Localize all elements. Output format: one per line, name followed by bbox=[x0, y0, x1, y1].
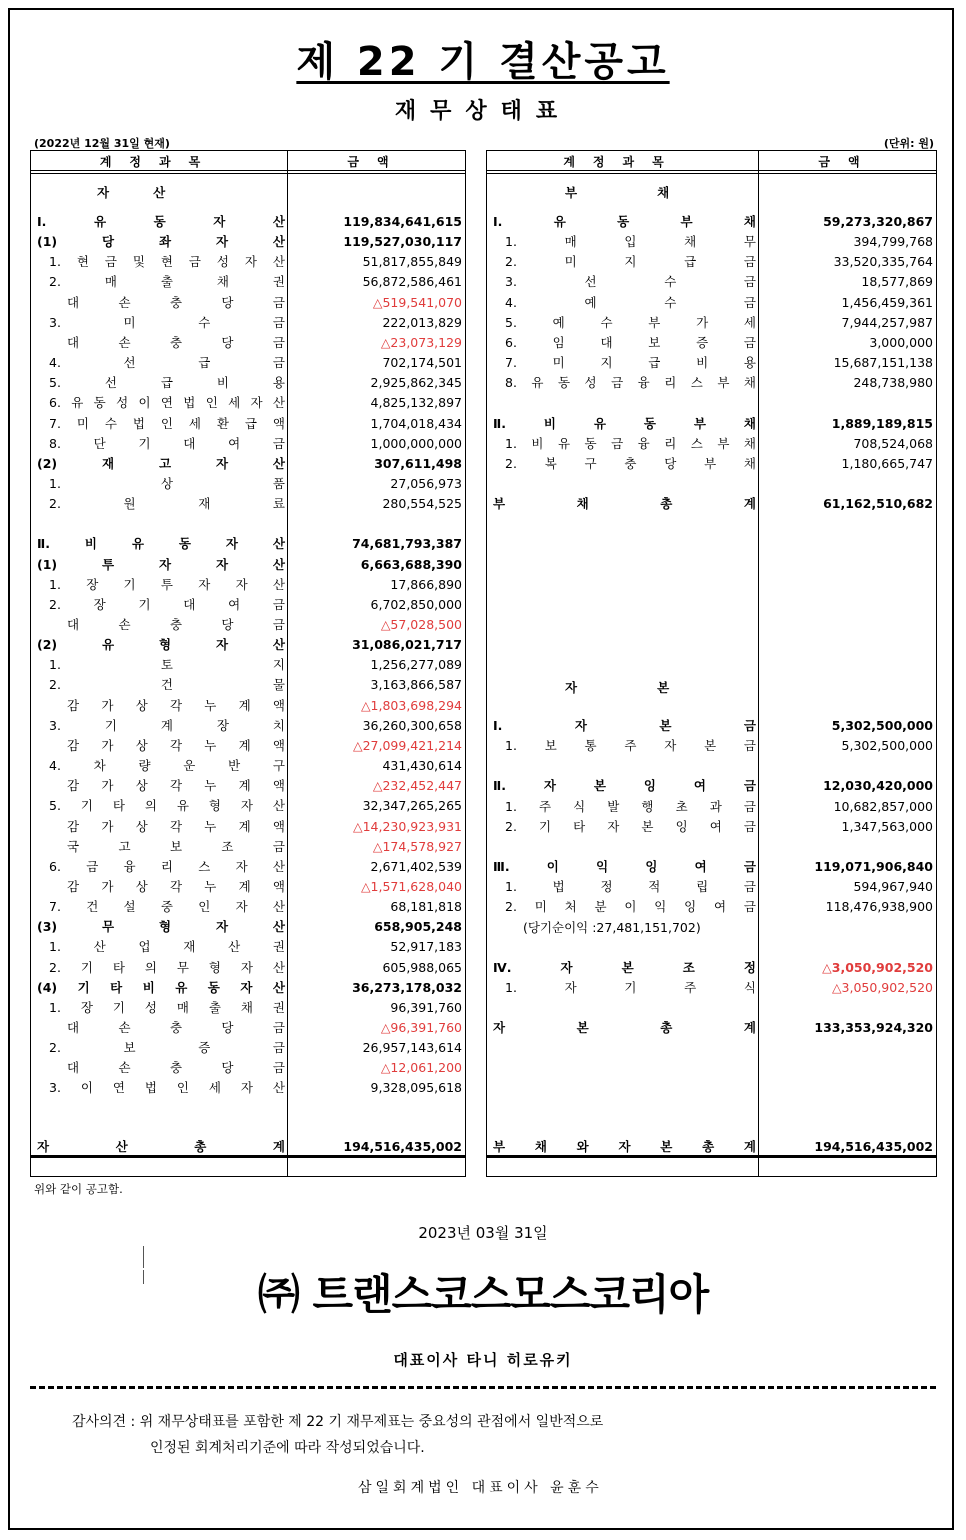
table-row bbox=[31, 675, 465, 695]
table-row bbox=[487, 918, 936, 938]
amount-value: 5,302,500,000 bbox=[841, 738, 933, 754]
amount-value: 32,347,265,265 bbox=[362, 798, 462, 814]
amount-value: 658,905,248 bbox=[374, 919, 462, 935]
amount-value: 26,957,143,614 bbox=[362, 1040, 462, 1056]
table-row bbox=[31, 635, 465, 655]
amount-value: 6,702,850,000 bbox=[370, 596, 462, 612]
account-label: Ⅱ. 비 유 동 부 채 bbox=[493, 415, 756, 431]
amount-value: 59,273,320,867 bbox=[823, 214, 933, 229]
table-row bbox=[31, 917, 465, 937]
account-label: 1. 산 업 재 산 권 bbox=[49, 939, 285, 955]
amount-value: 194,516,435,002 bbox=[814, 1139, 933, 1154]
account-label: 1. 장 기 투 자 자 산 bbox=[49, 576, 285, 592]
account-label: 1. 자 기 주 식 bbox=[505, 979, 756, 995]
amount-value: 15,687,151,138 bbox=[833, 355, 933, 371]
auditor-signature: 삼일회계법인 대표이사 윤훈수 bbox=[358, 1480, 603, 1496]
table-row bbox=[487, 232, 936, 252]
table-row bbox=[487, 373, 936, 393]
account-label: 부 채 와 자 본 총 계 bbox=[493, 1139, 756, 1154]
account-label: 대 손 충 당 금 bbox=[67, 1060, 285, 1076]
amount-value: △12,061,200 bbox=[380, 1060, 462, 1076]
liabilities-table-header bbox=[487, 151, 936, 171]
amount-value: 605,988,065 bbox=[382, 959, 462, 975]
table-row bbox=[487, 252, 936, 272]
account-label: 4. 선 급 금 bbox=[49, 355, 285, 371]
account-label: (2) 유 형 자 산 bbox=[37, 637, 285, 653]
account-label: 5. 예 수 부 가 세 bbox=[505, 314, 756, 330]
amount-value: △519,541,070 bbox=[372, 294, 462, 310]
amount-value: △14,230,923,931 bbox=[352, 818, 462, 834]
amount-value: 307,611,498 bbox=[374, 455, 462, 471]
amount-value: △57,028,500 bbox=[380, 617, 462, 632]
account-label: 6. 유 동 성 이 연 법 인 세 자 산 bbox=[49, 395, 285, 411]
amount-value: 18,577,869 bbox=[861, 274, 933, 290]
account-label: (4) 기 타 비 유 동 자 산 bbox=[37, 979, 285, 995]
table-row bbox=[487, 474, 936, 494]
account-label: 자 산 총 계 bbox=[37, 1139, 285, 1154]
table-row bbox=[31, 1018, 465, 1038]
account-label: 6. 임 대 보 증 금 bbox=[505, 334, 756, 350]
page-subtitle: 재무상태표 bbox=[394, 99, 572, 124]
table-row bbox=[487, 434, 936, 454]
table-row bbox=[487, 797, 936, 817]
account-label: 2. 장 기 대 여 금 bbox=[49, 596, 285, 612]
header-divider bbox=[31, 173, 465, 174]
table-row bbox=[31, 776, 465, 796]
account-label: (당기순이익 :27,481,151,702) bbox=[523, 919, 701, 935]
table-row bbox=[487, 293, 936, 313]
account-label: 8. 유 동 성 금 융 리 스 부 채 bbox=[505, 375, 756, 391]
account-header: 계정과목 bbox=[99, 155, 219, 169]
table-row bbox=[31, 272, 465, 292]
account-label: 대 손 충 당 금 bbox=[67, 334, 285, 350]
table-row bbox=[487, 1018, 936, 1038]
account-label: 2. 미 처 분 이 익 잉 여 금 bbox=[505, 899, 756, 915]
table-row bbox=[31, 817, 465, 837]
amount-header: 금액 bbox=[818, 155, 878, 169]
account-label: 4. 차 량 운 반 구 bbox=[49, 758, 285, 774]
account-label: 4. 예 수 금 bbox=[505, 294, 756, 310]
account-label: 1. 비 유 동 금 융 리 스 부 채 bbox=[505, 435, 756, 451]
table-row bbox=[31, 736, 465, 756]
account-label: 5. 선 급 비 용 bbox=[49, 375, 285, 391]
table-row bbox=[31, 353, 465, 373]
amount-value: 118,476,938,900 bbox=[825, 899, 933, 915]
table-row bbox=[487, 756, 936, 776]
account-label: 3. 선 수 금 bbox=[505, 274, 756, 290]
equity-section-title: 자본 bbox=[565, 680, 750, 695]
table-row bbox=[31, 293, 465, 313]
liabilities-section-title: 부채 bbox=[565, 185, 750, 200]
amount-value: △1,571,628,040 bbox=[360, 878, 462, 894]
table-row bbox=[487, 212, 936, 232]
account-label: 5. 기 타 의 유 형 자 산 bbox=[49, 798, 285, 814]
amount-value: △96,391,760 bbox=[380, 1020, 462, 1035]
amount-value: 4,825,132,897 bbox=[370, 395, 462, 411]
account-label: 2. 기 타 의 무 형 자 산 bbox=[49, 959, 285, 975]
table-row bbox=[31, 998, 465, 1018]
amount-value: 17,866,890 bbox=[390, 576, 462, 592]
account-label: 1. 토 지 bbox=[49, 657, 285, 673]
total-rule bbox=[487, 1155, 936, 1158]
amount-value: 119,527,030,117 bbox=[343, 234, 462, 250]
account-label: 감 가 상 각 누 계 액 bbox=[67, 737, 285, 753]
account-label: Ⅲ. 이 익 잉 여 금 bbox=[493, 859, 756, 875]
amount-value: 6,663,688,390 bbox=[360, 556, 462, 572]
amount-value: 1,180,665,747 bbox=[841, 455, 933, 471]
account-label: (3) 무 형 자 산 bbox=[37, 919, 285, 935]
publication-date: 2023년 03월 31일 bbox=[418, 1224, 548, 1242]
amount-value: △1,803,698,294 bbox=[360, 697, 462, 713]
account-label: Ⅰ. 자 본 금 bbox=[493, 718, 756, 733]
account-label: 7. 건 설 중 인 자 산 bbox=[49, 899, 285, 915]
amount-value: 708,524,068 bbox=[853, 435, 933, 451]
amount-value: 248,738,980 bbox=[853, 375, 933, 391]
table-row bbox=[487, 857, 936, 877]
table-row bbox=[31, 373, 465, 393]
table-row bbox=[31, 212, 465, 232]
account-label: 7. 미 지 급 비 용 bbox=[505, 355, 756, 371]
table-row bbox=[487, 736, 936, 756]
amount-value: 96,391,760 bbox=[390, 999, 462, 1015]
table-row bbox=[487, 494, 936, 514]
account-label: 1. 법 정 적 립 금 bbox=[505, 879, 756, 895]
table-row bbox=[31, 877, 465, 897]
table-row bbox=[31, 796, 465, 816]
amount-value: 1,256,277,089 bbox=[370, 657, 462, 673]
company-name: ㈜ 트랜스코스모스코리아 bbox=[257, 1270, 709, 1319]
amount-value: 3,163,866,587 bbox=[370, 677, 462, 693]
amount-value: △174,578,927 bbox=[372, 838, 462, 854]
amount-value: 702,174,501 bbox=[382, 355, 462, 371]
account-label: (1) 투 자 자 산 bbox=[37, 556, 285, 572]
account-label: 1. 보 통 주 자 본 금 bbox=[505, 738, 756, 754]
table-row bbox=[487, 978, 936, 998]
table-row bbox=[487, 313, 936, 333]
table-row bbox=[31, 696, 465, 716]
table-row bbox=[31, 474, 465, 494]
table-row bbox=[487, 353, 936, 373]
account-label: Ⅱ. 자 본 잉 여 금 bbox=[493, 778, 756, 794]
table-row bbox=[487, 393, 936, 413]
account-label: 3. 기 계 장 치 bbox=[49, 717, 285, 733]
page-title: 제 22 기 결산공고 bbox=[296, 39, 670, 85]
table-row bbox=[487, 272, 936, 292]
account-label: 감 가 상 각 누 계 액 bbox=[67, 818, 285, 834]
table-row bbox=[487, 454, 936, 474]
table-row bbox=[31, 514, 465, 534]
account-label: 부 채 총 계 bbox=[493, 496, 756, 512]
account-label: 자 본 총 계 bbox=[493, 1020, 756, 1036]
table-row bbox=[31, 534, 465, 554]
table-row bbox=[487, 837, 936, 857]
amount-value: △3,050,902,520 bbox=[831, 979, 933, 995]
account-label: (2) 재 고 자 산 bbox=[37, 455, 285, 471]
amount-value: 31,086,021,717 bbox=[352, 637, 462, 653]
table-row bbox=[487, 817, 936, 837]
account-label: 대 손 충 당 금 bbox=[67, 1020, 285, 1035]
amount-value: 5,302,500,000 bbox=[831, 718, 933, 733]
amount-value: 194,516,435,002 bbox=[343, 1139, 462, 1154]
amount-value: 33,520,335,764 bbox=[833, 254, 933, 270]
account-label: 1. 장 기 성 매 출 채 권 bbox=[49, 999, 285, 1015]
table-row bbox=[31, 1078, 465, 1098]
table-row bbox=[31, 1137, 465, 1157]
account-label: 대 손 충 당 금 bbox=[67, 294, 285, 310]
table-row bbox=[31, 454, 465, 474]
table-row bbox=[31, 575, 465, 595]
amount-value: 394,799,768 bbox=[853, 234, 933, 250]
liabilities-equity-table bbox=[486, 150, 937, 1177]
table-row bbox=[31, 837, 465, 857]
table-row bbox=[487, 877, 936, 897]
account-label: 8. 단 기 대 여 금 bbox=[49, 435, 285, 451]
table-row bbox=[31, 897, 465, 917]
assets-table-header bbox=[31, 151, 465, 171]
assets-table bbox=[30, 150, 466, 1177]
amount-value: 36,260,300,658 bbox=[362, 717, 462, 733]
amount-value: 10,682,857,000 bbox=[833, 798, 933, 814]
table-row bbox=[31, 393, 465, 413]
account-label: 2. 매 출 채 권 bbox=[49, 274, 285, 290]
account-label: 감 가 상 각 누 계 액 bbox=[67, 697, 285, 713]
table-row bbox=[31, 494, 465, 514]
representative: 대표이사 타니 히로유키 bbox=[393, 1351, 573, 1369]
account-label: Ⅱ. 비 유 동 자 산 bbox=[37, 536, 285, 552]
table-row bbox=[31, 414, 465, 434]
amount-value: 12,030,420,000 bbox=[823, 778, 933, 794]
table-row bbox=[487, 333, 936, 353]
amount-value: 222,013,829 bbox=[382, 314, 462, 330]
amount-value: △3,050,902,520 bbox=[822, 959, 933, 975]
amount-value: 431,430,614 bbox=[382, 758, 462, 774]
account-label: Ⅰ. 유 동 자 산 bbox=[37, 214, 285, 229]
table-row bbox=[487, 716, 936, 736]
amount-value: 1,000,000,000 bbox=[370, 435, 462, 451]
account-label: 대 손 충 당 금 bbox=[67, 617, 285, 632]
table-row bbox=[31, 756, 465, 776]
amount-value: △232,452,447 bbox=[372, 778, 462, 794]
table-row bbox=[487, 1137, 936, 1157]
amount-value: 61,162,510,682 bbox=[823, 496, 933, 512]
amount-value: 7,944,257,987 bbox=[841, 314, 933, 330]
account-label: 감 가 상 각 누 계 액 bbox=[67, 878, 285, 894]
table-row bbox=[31, 655, 465, 675]
account-label: 2. 원 재 료 bbox=[49, 496, 285, 512]
account-label: 3. 이 연 법 인 세 자 산 bbox=[49, 1080, 285, 1096]
header-divider bbox=[487, 173, 936, 174]
table-row bbox=[31, 857, 465, 877]
amount-value: △23,073,129 bbox=[380, 334, 462, 350]
table-row bbox=[31, 555, 465, 575]
table-row bbox=[487, 938, 936, 958]
notice-statement: 위와 같이 공고함. bbox=[34, 1182, 123, 1196]
amount-value: 36,273,178,032 bbox=[352, 979, 462, 995]
account-label: 3. 미 수 금 bbox=[49, 314, 285, 330]
table-row bbox=[31, 595, 465, 615]
account-label: 1. 현 금 및 현 금 성 자 산 bbox=[49, 254, 285, 270]
amount-value: 119,834,641,615 bbox=[343, 214, 462, 229]
amount-value: 3,000,000 bbox=[869, 334, 933, 350]
amount-value: 56,872,586,461 bbox=[362, 274, 462, 290]
table-row bbox=[31, 978, 465, 998]
amount-value: 1,704,018,434 bbox=[370, 415, 462, 431]
as-of-date: (2022년 12월 31일 현재) bbox=[34, 137, 170, 150]
account-label: 7. 미 수 법 인 세 환 급 액 bbox=[49, 415, 285, 431]
account-label: 1. 매 입 채 무 bbox=[505, 234, 756, 250]
table-row bbox=[31, 434, 465, 454]
audit-opinion-line1: 감사의견 : 위 재무상태표를 포함한 제 22 기 재무제표는 중요성의 관점에서 일반적으로 bbox=[72, 1414, 604, 1430]
audit-opinion-line2: 인정된 회계처리기준에 따라 작성되었습니다. bbox=[150, 1440, 425, 1456]
account-label: 1. 주 식 발 행 초 과 금 bbox=[505, 798, 756, 814]
table-row bbox=[31, 615, 465, 635]
amount-value: 1,456,459,361 bbox=[841, 294, 933, 310]
table-row bbox=[31, 313, 465, 333]
table-row bbox=[31, 937, 465, 957]
amount-value: △27,099,421,214 bbox=[352, 737, 462, 753]
assets-section-title: 자산 bbox=[97, 185, 210, 200]
amount-value: 594,967,940 bbox=[853, 879, 933, 895]
amount-value: 68,181,818 bbox=[390, 899, 462, 915]
table-row bbox=[487, 414, 936, 434]
unit-note: (단위: 원) bbox=[883, 137, 934, 150]
table-row bbox=[31, 958, 465, 978]
table-row bbox=[487, 958, 936, 978]
table-row bbox=[487, 897, 936, 917]
account-header: 계정과목 bbox=[563, 155, 682, 169]
amount-value: 280,554,525 bbox=[382, 496, 462, 512]
account-label: 국 고 보 조 금 bbox=[67, 838, 285, 854]
account-label: Ⅳ. 자 본 조 정 bbox=[493, 959, 756, 975]
amount-header: 금액 bbox=[347, 155, 407, 169]
account-label: 1. 상 품 bbox=[49, 475, 285, 491]
amount-value: 27,056,973 bbox=[390, 475, 462, 491]
amount-value: 52,917,183 bbox=[390, 939, 462, 955]
account-label: 2. 보 증 금 bbox=[49, 1040, 285, 1056]
account-label: Ⅰ. 유 동 부 채 bbox=[493, 214, 756, 229]
account-label: 2. 미 지 급 금 bbox=[505, 254, 756, 270]
table-row bbox=[487, 998, 936, 1018]
account-label: 감 가 상 각 누 계 액 bbox=[67, 778, 285, 794]
account-label: 2. 복 구 충 당 부 채 bbox=[505, 455, 756, 471]
table-row bbox=[31, 232, 465, 252]
table-row bbox=[31, 1058, 465, 1078]
table-row bbox=[31, 716, 465, 736]
amount-value: 119,071,906,840 bbox=[814, 859, 933, 875]
account-label: 2. 건 물 bbox=[49, 677, 285, 693]
account-label: 2. 기 타 자 본 잉 여 금 bbox=[505, 818, 756, 834]
amount-value: 2,925,862,345 bbox=[370, 375, 462, 391]
amount-value: 2,671,402,539 bbox=[370, 858, 462, 874]
table-row bbox=[31, 333, 465, 353]
account-label: 6. 금 융 리 스 자 산 bbox=[49, 858, 285, 874]
amount-value: 133,353,924,320 bbox=[814, 1020, 933, 1036]
account-label: (1) 당 좌 자 산 bbox=[37, 234, 285, 250]
amount-value: 1,889,189,815 bbox=[831, 415, 933, 431]
table-row bbox=[31, 252, 465, 272]
amount-value: 9,328,095,618 bbox=[370, 1080, 462, 1096]
amount-value: 1,347,563,000 bbox=[841, 818, 933, 834]
divider-dashed bbox=[30, 1386, 936, 1389]
table-row bbox=[31, 1038, 465, 1058]
amount-value: 51,817,855,849 bbox=[362, 254, 462, 270]
table-row bbox=[487, 776, 936, 796]
amount-value: 74,681,793,387 bbox=[352, 536, 462, 552]
total-rule bbox=[31, 1155, 465, 1158]
